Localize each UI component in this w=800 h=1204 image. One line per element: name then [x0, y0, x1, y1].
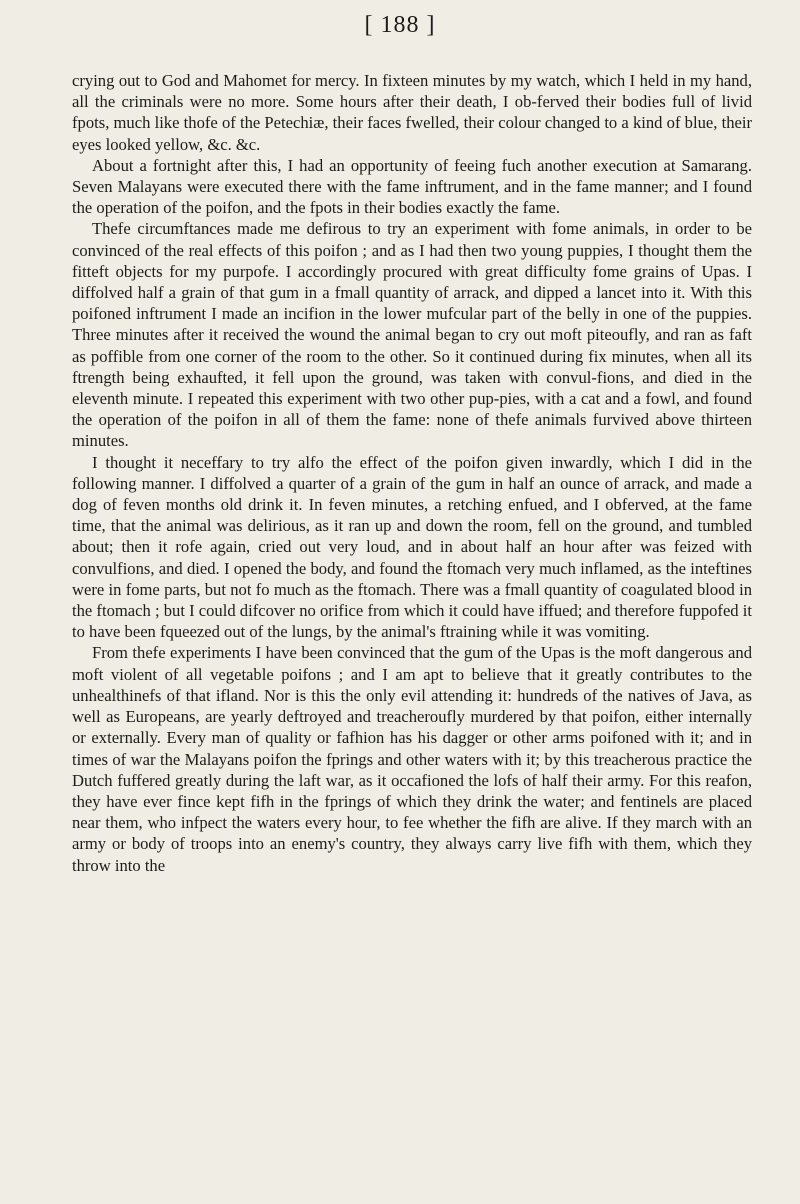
paragraph: crying out to God and Mahomet for mercy. In fixteen minutes by my watch, which I held in my hand, all the criminals were no more. Some hours after their death, I ob-ferved their bodies full of livid fpots, much like thofe of the Petechiæ, their faces fwelled, their colour changed to a kind of blue, their eyes looked yellow, &c. &c. — [72, 71, 752, 154]
body-text — [72, 70, 752, 876]
paragraph: I thought it neceffary to try alfo the effect of the poifon given inwardly, which I did in the following manner. I diffolved a quarter of a grain of the gum in half an ounce of arrack, and made a dog of feven months old drink it. In feven minutes, a retching enfued, and I obferved, at the fame time, that the animal was delirious, as it ran up and down the room, fell on the ground, and tumbled about; then it rofe again, cried out very loud, and in about half an hour after was feized with convulfions, and died. I opened the body, and found the ftomach very much inflamed, as the inteftines were in fome parts, but not fo much as the ftomach. There was a fmall quantity of coagulated blood in the ftomach ; but I could difcover no orifice from which it could have iffued; and therefore fuppofed it to have been fqueezed out of the lungs, by the animal's ftraining while it was vomiting. — [72, 452, 752, 642]
page-number: [ 188 ] — [364, 12, 436, 38]
paragraph: Thefe circumftances made me defirous to try an experiment with fome animals, in order to be convinced of the real effects of this poifon ; and as I had then two young puppies, I thought them the fitteft objects for my purpofe. I accordingly procured with great difficulty fome grains of Upas. I diffolved half a grain of that gum in a fmall quantity of arrack, and dipped a lancet into it. With this poifoned inftrument I made an incifion in the lower mufcular part of the belly in one of the puppies. Three minutes after it received the wound the animal began to cry out moft piteoufly, and ran as faft as poffible from one corner of the room to the other. So it continued during fix minutes, when all its ftrength being exhaufted, it fell upon the ground, was taken with convul-fions, and died in the eleventh minute. I repeated this experiment with two other pup-pies, with a cat and a fowl, and found the operation of the poifon in all of them the fame: none of thefe animals furvived above thirteen minutes. — [72, 219, 752, 451]
paragraph: From thefe experiments I have been convinced that the gum of the Upas is the moft dangerous and moft violent of all vegetable poifons ; and I am apt to believe that it greatly contributes to the unhealthinefs of that ifland. Nor is this the only evil attending it: hundreds of the natives of Java, as well as Europeans, are yearly deftroyed and treacheroufly murdered by that poifon, either internally or externally. Every man of quality or fafhion has his dagger or other arms poifoned with it; and in times of war the Malayans poifon the fprings and other waters with it; by this treacherous practice the Dutch fuffered greatly during the laft war, as it occafioned the lofs of half their army. For this reafon, they have ever fince kept fifh in the fprings of which they drink the water; and fentinels are placed near them, who infpect the waters every hour, to fee whether the fifh are alive. If they march with an army or body of troops into an enemy's country, they always carry live fifh with them, which they throw into the — [72, 643, 752, 875]
paragraph: About a fortnight after this, I had an opportunity of feeing fuch another execution at Samarang. Seven Malayans were executed there with the fame inftrument, and in the fame manner; and I found the operation of the poifon, and the fpots in their bodies exactly the fame. — [72, 155, 752, 218]
